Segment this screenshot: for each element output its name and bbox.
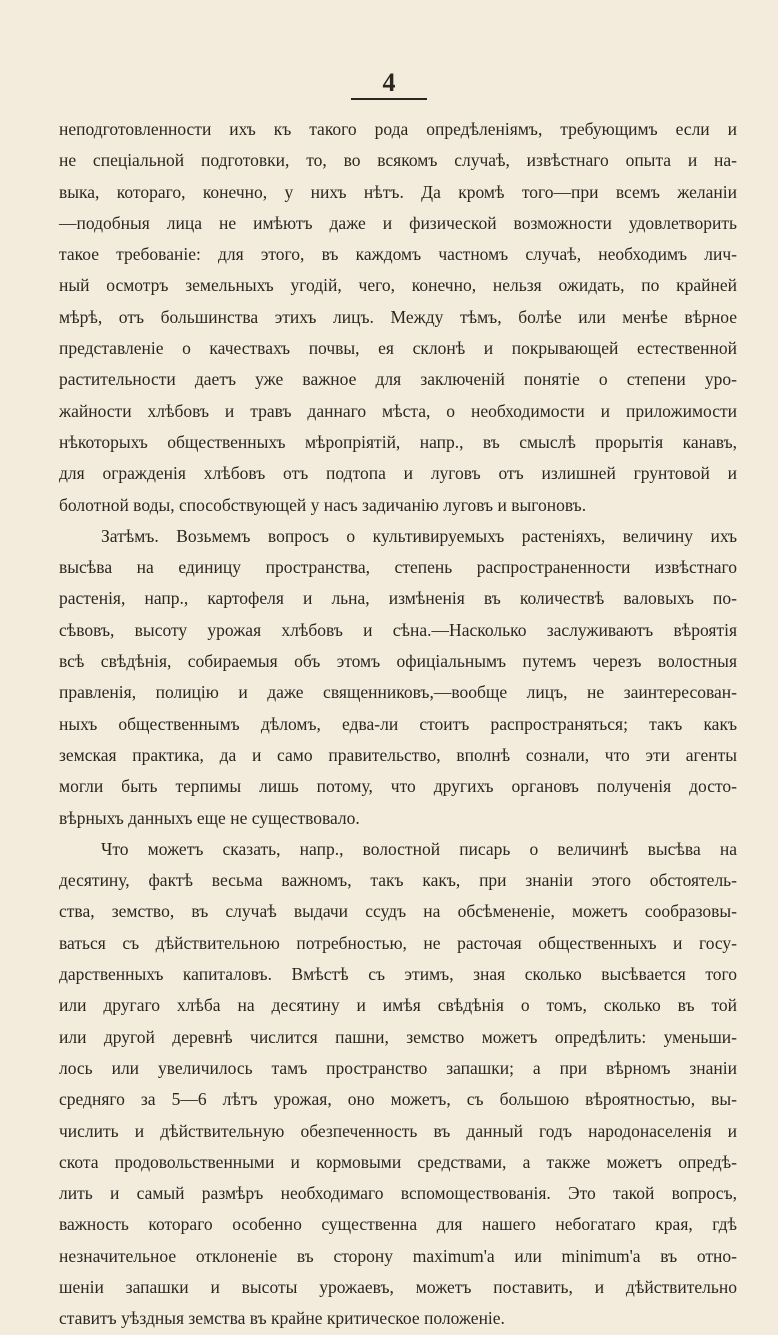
text-line: земская практика, да и само правительство, вполнѣ сознали, что эти агенты (59, 744, 737, 765)
text-line: неподготовленности ихъ къ такого рода опредѣленіямъ, требующимъ если и (59, 119, 737, 139)
text-line: всѣ свѣдѣнія, собираемыя объ этомъ офиціальнымъ путемъ черезъ волостныя (59, 651, 737, 672)
text-line: такое требованіе: для этого, въ каждомъ частномъ случаѣ, необходимъ лич- (59, 244, 737, 265)
text-line: высѣва на единицу пространства, степень распространенности извѣстнаго (59, 557, 737, 578)
text-line: могли быть терпимы лишь потому, что другихъ органовъ полученія досто- (59, 776, 737, 797)
text-line: шеніи запашки и высоты урожаевъ, можетъ поставить, и дѣйствительно (59, 1276, 737, 1297)
text-line: или другаго хлѣба на десятину и имѣя свѣдѣнія о томъ, сколько въ той (59, 995, 737, 1016)
text-line: ный осмотръ земельныхъ угодій, чего, конечно, нельзя ожидать, по крайней (59, 275, 737, 296)
text-line: представленіе о качествахъ почвы, ея склонѣ и покрывающей естественной (59, 338, 737, 359)
text-line: лось или увеличилось тамъ пространство запашки; а при вѣрномъ знаніи (59, 1057, 737, 1078)
text-line: средняго за 5—6 лѣтъ урожая, оно можетъ, съ большою вѣроятностью, вы- (59, 1089, 737, 1110)
text-line: Что можетъ сказать, напр., волостной писарь о величинѣ высѣва на (101, 838, 737, 859)
text-line: —подобныя лица не имѣютъ даже и физической возможности удовлетворить (59, 212, 737, 233)
body-text (59, 114, 737, 1335)
text-line: скота продовольственными и кормовыми средствами, а также можетъ опредѣ- (59, 1151, 737, 1172)
text-line: десятину, фактѣ весьма важномъ, такъ какъ, при знаніи этого обстоятель- (59, 870, 737, 891)
text-line: числить и дѣйствительную обезпеченность въ данный годъ народонаселенія и (59, 1120, 737, 1141)
text-line: ства, земство, въ случаѣ выдачи ссудъ на обсѣмененіе, можетъ сообразовы- (59, 901, 737, 922)
text-line: мѣрѣ, отъ большинства этихъ лицъ. Между тѣмъ, болѣе или менѣе вѣрное (59, 306, 737, 327)
text-line: болотной воды, способствующей у насъ задичанію луговъ и выгоновъ. (59, 494, 587, 515)
text-line: растительности даетъ уже важное для заключеній понятіе о степени уро- (59, 369, 737, 390)
text-line: ваться съ дѣйствительною потребностью, не расточая общественныхъ и госу- (59, 932, 737, 953)
header-rule (351, 98, 427, 100)
text-line: ныхъ общественнымъ дѣломъ, едва-ли стоитъ распространяться; такъ какъ (59, 713, 737, 734)
text-line: вѣрныхъ данныхъ еще не существовало. (59, 807, 360, 828)
text-line: незначительное отклоненіе въ сторону maximum'а или minimum'а въ отно- (59, 1245, 737, 1266)
text-line: дарственныхъ капиталовъ. Вмѣстѣ съ этимъ, зная сколько высѣвается того (59, 964, 737, 985)
text-line: для огражденія хлѣбовъ отъ подтопа и луговъ отъ излишней грунтовой и (59, 463, 737, 484)
text-line: растенія, напр., картофеля и льна, измѣненія въ количествѣ валовыхъ по- (59, 588, 737, 609)
text-line: или другой деревнѣ числится пашни, земство можетъ опредѣлить: уменьши- (59, 1026, 737, 1047)
text-line: Затѣмъ. Возьмемъ вопросъ о культивируемыхъ растеніяхъ, величину ихъ (101, 525, 737, 546)
page-number: 4 (382, 68, 396, 97)
text-line: сѣвовъ, высоту урожая хлѣбовъ и сѣна.—Насколько заслуживаютъ вѣроятія (59, 619, 737, 640)
text-line: ставитъ уѣздныя земства въ крайне критическое положеніе. (59, 1308, 505, 1329)
text-line: важность котораго особенно существенна для нашего небогатаго края, гдѣ (59, 1214, 737, 1235)
text-line: нѣкоторыхъ общественныхъ мѣропріятій, напр., въ смыслѣ прорытія канавъ, (59, 431, 737, 452)
text-line: жайности хлѣбовъ и травъ даннаго мѣста, о необходимости и приложимости (59, 400, 737, 421)
text-line: выка, котораго, конечно, у нихъ нѣтъ. Да кромѣ того—при всемъ желаніи (59, 181, 737, 202)
text-line: лить и самый размѣръ необходимаго вспомоществованія. Это такой вопросъ, (59, 1183, 737, 1204)
text-line: правленія, полицію и даже священниковъ,—вообще лицъ, не заинтересован- (59, 682, 737, 703)
text-line: не спеціальной подготовки, то, во всякомъ случаѣ, извѣстнаго опыта и на- (59, 150, 737, 171)
